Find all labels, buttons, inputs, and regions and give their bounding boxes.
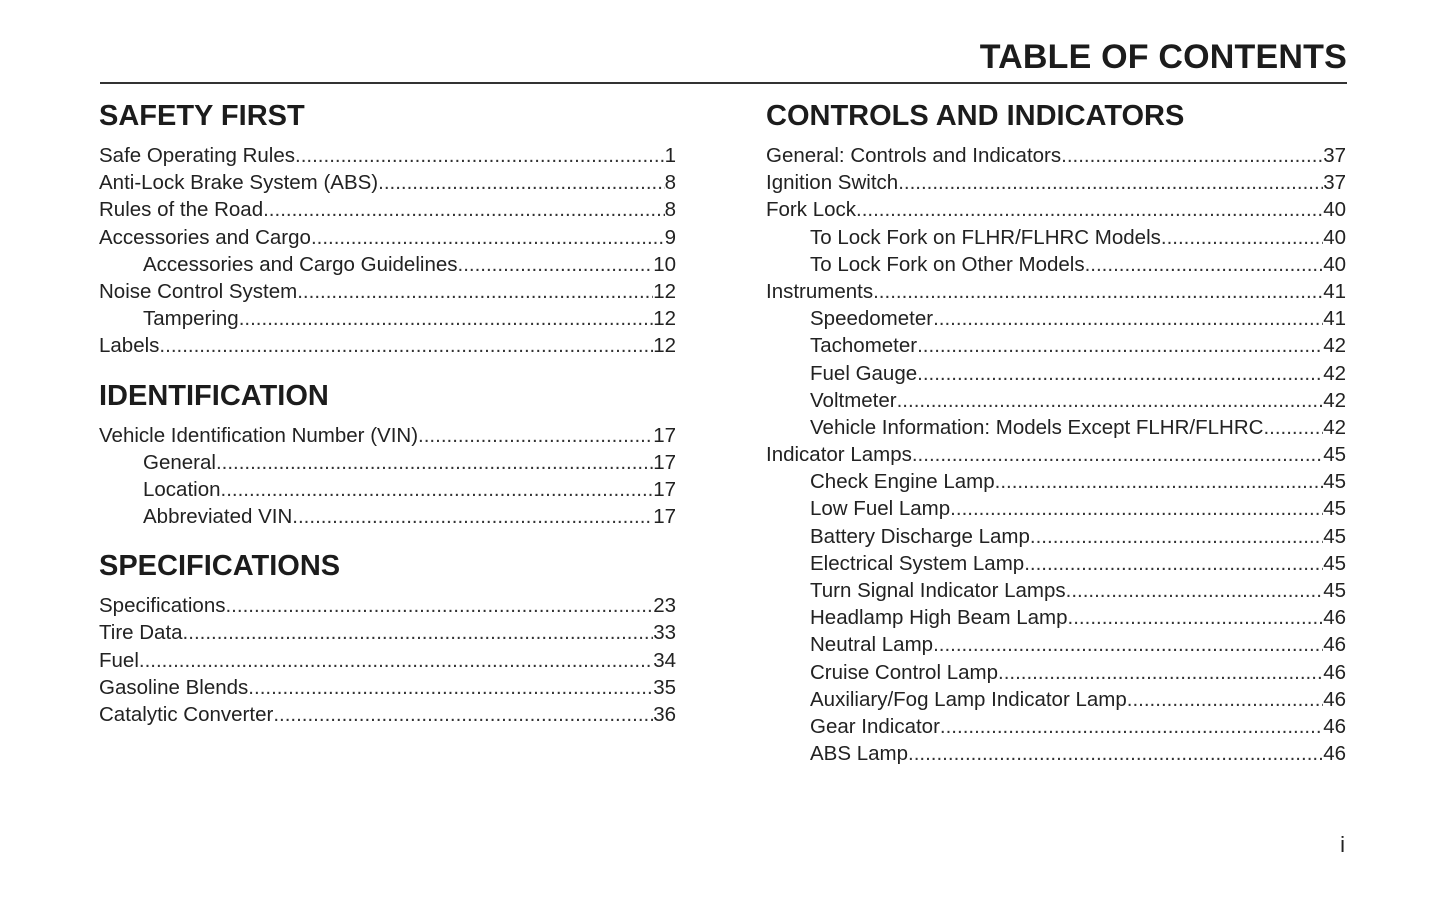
toc-section-safety-first (99, 94, 676, 360)
right-column (766, 94, 1346, 767)
toc-entry[interactable] (99, 592, 676, 619)
toc-entry-page: 37 (1323, 144, 1346, 167)
section-heading: CONTROLS AND INDICATORS (766, 100, 1185, 132)
toc-entry[interactable] (766, 196, 1346, 223)
toc-section-controls-and-indicators (766, 94, 1346, 767)
dot-leader (248, 674, 653, 701)
toc-entry[interactable] (99, 619, 676, 646)
toc-entry[interactable] (766, 278, 1346, 305)
dot-leader (458, 251, 654, 278)
toc-entry-page: 8 (664, 198, 676, 222)
dot-leader (1127, 686, 1323, 713)
dot-leader (950, 495, 1323, 522)
toc-entry-page: 33 (653, 621, 676, 645)
dot-leader (295, 142, 665, 169)
toc-entry-label: Speedometer (810, 307, 934, 331)
toc-entry[interactable] (766, 251, 1346, 278)
toc-entry-page: 45 (1323, 443, 1346, 467)
toc-entry[interactable] (99, 476, 676, 503)
section-heading: IDENTIFICATION (99, 379, 329, 412)
toc-entry[interactable] (99, 305, 676, 332)
toc-entry-label: Instruments (766, 279, 874, 303)
toc-entry-page: 10 (653, 252, 676, 276)
toc-entry[interactable] (99, 449, 676, 476)
toc-entry-page: 46 (1323, 714, 1346, 738)
toc-entry-label: Catalytic Converter (99, 703, 274, 726)
toc-entry-label: Battery Discharge Lamp (810, 524, 1030, 548)
toc-entry-label: Tire Data (99, 621, 183, 645)
dot-leader (856, 196, 1323, 223)
toc-entry[interactable] (99, 422, 676, 449)
toc-entry-page: 45 (1323, 551, 1346, 575)
toc-entry[interactable] (766, 305, 1346, 332)
toc-entry-label: To Lock Fork on FLHR/FLHRC Models (810, 225, 1161, 249)
dot-leader (311, 224, 665, 251)
toc-entry-label: Noise Control System (99, 279, 298, 303)
dot-leader (933, 305, 1323, 332)
toc-entry-label: Fuel Gauge (810, 361, 918, 385)
toc-entry-page: 40 (1323, 252, 1346, 276)
dot-leader (898, 169, 1323, 196)
dot-leader (995, 468, 1324, 495)
section-heading: SPECIFICATIONS (99, 550, 341, 583)
toc-entry-page: 46 (1323, 606, 1346, 630)
toc-entry-label: Voltmeter (810, 388, 897, 412)
toc-entry[interactable] (99, 278, 676, 305)
toc-entry[interactable] (766, 142, 1346, 169)
toc-entry-page: 41 (1323, 279, 1346, 303)
dot-leader (263, 196, 664, 223)
toc-entry-label: Anti-Lock Brake System (ABS) (99, 171, 379, 195)
toc-entry-page: 45 (1323, 497, 1346, 521)
toc-entry-label: Turn Signal Indicator Lamps (810, 579, 1066, 602)
dot-leader (912, 441, 1323, 468)
dot-leader (139, 647, 653, 674)
toc-entry-page: 23 (653, 594, 676, 618)
toc-entry-label: Indicator Lamps (766, 443, 912, 467)
toc-entry-label: Headlamp High Beam Lamp (810, 606, 1068, 630)
toc-entry-label: Rules of the Road (99, 198, 264, 222)
toc-entry-label: Check Engine Lamp (810, 470, 995, 494)
section-heading: SAFETY FIRST (99, 100, 305, 132)
toc-entry-label: ABS Lamp (810, 742, 908, 766)
toc-entry-page: 42 (1323, 361, 1346, 385)
toc-entry-label: Vehicle Identification Number (VIN) (99, 423, 419, 447)
toc-entry-label: Neutral Lamp (810, 633, 934, 657)
toc-entry[interactable] (766, 659, 1346, 686)
dot-leader (897, 387, 1324, 414)
dot-leader (297, 278, 653, 305)
dot-leader (1061, 142, 1323, 169)
toc-entry[interactable] (766, 332, 1346, 359)
toc-entry-label: Tachometer (810, 334, 918, 358)
toc-entry[interactable] (766, 387, 1346, 414)
dot-leader (273, 701, 653, 728)
toc-section-specifications (99, 544, 676, 728)
toc-entry[interactable] (766, 441, 1346, 468)
toc-entry-label: Ignition Switch (766, 171, 899, 195)
toc-entry[interactable] (766, 468, 1346, 495)
toc-entry-page: 17 (653, 477, 676, 501)
toc-entry[interactable] (99, 224, 676, 251)
toc-entry-page: 37 (1323, 171, 1346, 195)
toc-entry[interactable] (766, 550, 1346, 577)
toc-entry-page: 42 (1323, 388, 1346, 412)
toc-entry[interactable] (766, 169, 1346, 196)
toc-entry-page: 9 (664, 225, 676, 249)
dot-leader (998, 659, 1323, 686)
toc-entry-page: 42 (1323, 334, 1346, 358)
dot-leader (933, 631, 1323, 658)
toc-entry-page: 45 (1323, 470, 1346, 494)
toc-entry-page: 42 (1323, 415, 1346, 439)
dot-leader (940, 713, 1323, 740)
dot-leader (418, 422, 653, 449)
toc-entry[interactable] (766, 224, 1346, 251)
toc-entry-page: 12 (653, 279, 676, 303)
toc-entry-label: Vehicle Information: Models Except FLHR/FLHRC (810, 415, 1264, 439)
dot-leader (917, 332, 1323, 359)
toc-entry-page: 41 (1323, 307, 1346, 331)
toc-entry-page: 46 (1323, 687, 1346, 711)
dot-leader (1161, 224, 1323, 251)
toc-entry-label: Labels (99, 334, 160, 358)
toc-entry-page: 45 (1323, 579, 1346, 602)
toc-entry-label: Gasoline Blends (99, 675, 249, 699)
toc-entry-page: 40 (1323, 198, 1346, 222)
toc-entry-label: Abbreviated VIN (143, 505, 293, 529)
toc-entry-label: To Lock Fork on Other Models (810, 252, 1085, 276)
toc-entry[interactable] (766, 604, 1346, 631)
dot-leader (221, 476, 654, 503)
toc-entry-label: Accessories and Cargo (99, 225, 311, 249)
toc-entry[interactable] (99, 332, 676, 359)
page-title: TABLE OF CONTENTS (979, 38, 1347, 76)
toc-entry-label: General (143, 450, 216, 474)
dot-leader (216, 449, 653, 476)
dot-leader (159, 332, 653, 359)
toc-entry[interactable] (766, 686, 1346, 713)
toc-entry-page: 40 (1323, 225, 1346, 249)
toc-entry[interactable] (99, 169, 676, 196)
toc-entry-label: General: Controls and Indicators (766, 144, 1062, 167)
toc-section-identification (99, 374, 676, 531)
toc-entry-label: Cruise Control Lamp (810, 660, 998, 684)
toc-entry[interactable] (766, 523, 1346, 550)
toc-entry-label: Low Fuel Lamp (810, 497, 951, 521)
toc-entry-page: 17 (653, 450, 676, 474)
toc-entry[interactable] (99, 647, 676, 674)
toc-entry[interactable] (99, 503, 676, 530)
toc-entry-page: 46 (1323, 742, 1346, 766)
dot-leader (239, 305, 653, 332)
toc-entry-label: Electrical System Lamp (810, 551, 1025, 575)
toc-entry[interactable] (99, 251, 676, 278)
header-rule (100, 82, 1347, 84)
toc-entry[interactable] (99, 196, 676, 223)
dot-leader (1066, 577, 1324, 604)
toc-entry-label: Specifications (99, 594, 226, 618)
dot-leader (1068, 604, 1324, 631)
toc-entry-page: 17 (653, 505, 676, 529)
dot-leader (1085, 251, 1324, 278)
toc-entry[interactable] (99, 142, 676, 169)
dot-leader (1030, 523, 1323, 550)
toc-entry-label: Fork Lock (766, 198, 856, 222)
toc-entry-page: 36 (653, 703, 676, 726)
toc-entry-label: Location (143, 477, 221, 501)
dot-leader (917, 360, 1323, 387)
toc-entry[interactable] (766, 577, 1346, 604)
toc-entry[interactable] (766, 495, 1346, 522)
dot-leader (1024, 550, 1323, 577)
toc-entry-label: Gear Indicator (810, 714, 940, 738)
toc-entry-label: Tampering (143, 307, 239, 331)
dot-leader (378, 169, 664, 196)
toc-entry[interactable] (766, 360, 1346, 387)
toc-entry-page: 34 (653, 648, 676, 672)
toc-entry-page: 12 (653, 334, 676, 358)
toc-entry-page: 8 (664, 171, 676, 195)
toc-entry-page: 35 (653, 675, 676, 699)
toc-entry-label: Fuel (99, 648, 139, 672)
toc-entry[interactable] (99, 701, 676, 728)
toc-entry[interactable] (766, 740, 1346, 767)
toc-entry-page: 17 (653, 423, 676, 447)
toc-entry[interactable] (766, 713, 1346, 740)
toc-entry[interactable] (766, 631, 1346, 658)
dot-leader (183, 619, 654, 646)
toc-entry-page: 45 (1323, 524, 1346, 548)
toc-entry-label: Safe Operating Rules (99, 144, 296, 167)
page-number: i (1340, 832, 1345, 857)
toc-entry-page: 46 (1323, 633, 1346, 657)
toc-entry-page: 1 (664, 144, 676, 167)
left-column (99, 94, 676, 728)
toc-entry[interactable] (99, 674, 676, 701)
dot-leader (873, 278, 1323, 305)
toc-entry-page: 46 (1323, 660, 1346, 684)
dot-leader (292, 503, 653, 530)
toc-entry[interactable] (766, 414, 1346, 441)
toc-entry-label: Auxiliary/Fog Lamp Indicator Lamp (810, 687, 1127, 711)
toc-entry-page: 12 (653, 307, 676, 331)
dot-leader (1263, 414, 1323, 441)
dot-leader (908, 740, 1323, 767)
dot-leader (225, 592, 653, 619)
toc-entry-label: Accessories and Cargo Guidelines (143, 252, 458, 276)
